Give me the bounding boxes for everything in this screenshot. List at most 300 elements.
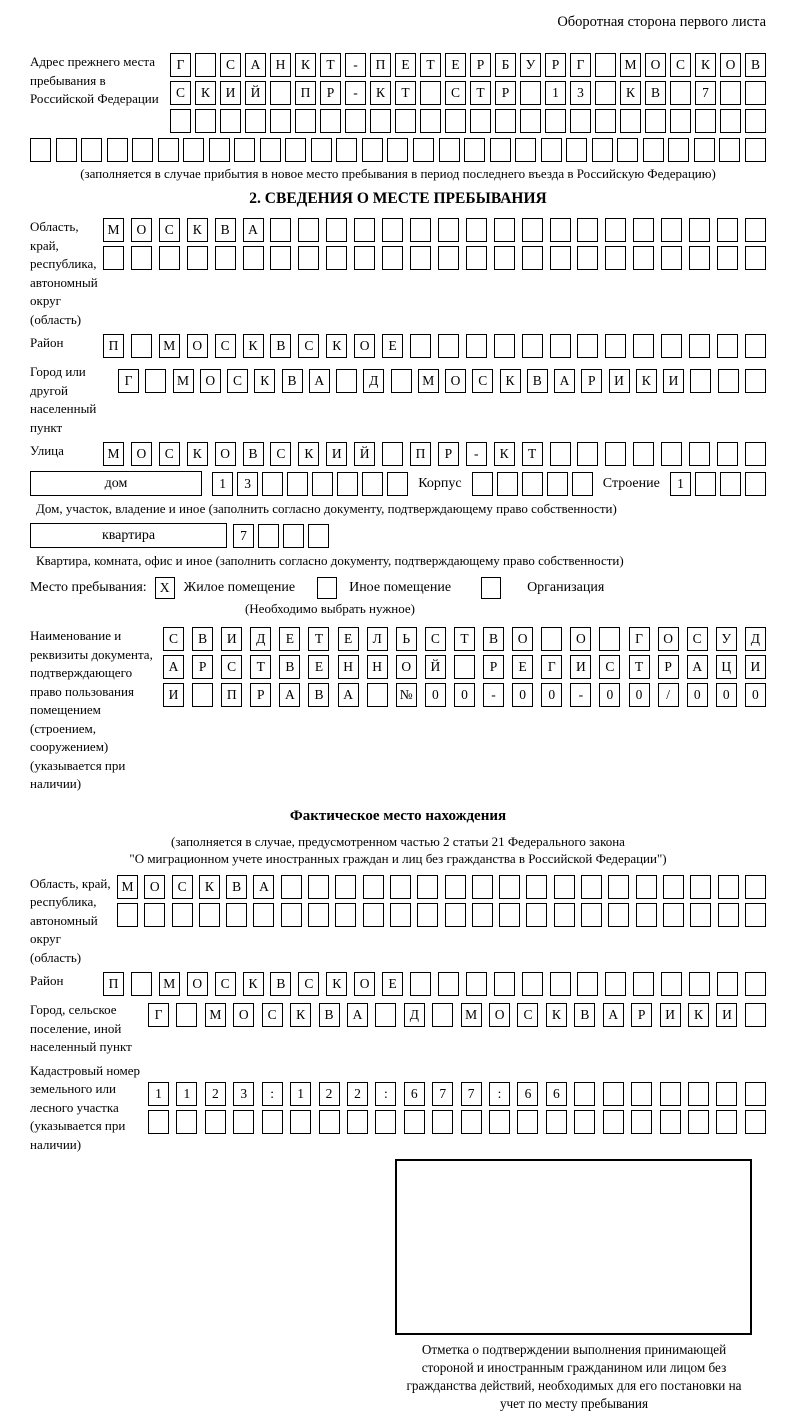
char-cell[interactable] — [633, 972, 654, 996]
char-cell[interactable]: 1 — [545, 81, 566, 105]
char-cell[interactable]: К — [500, 369, 521, 393]
char-cell[interactable] — [489, 1110, 510, 1134]
char-cell[interactable]: Б — [495, 53, 516, 77]
char-cell[interactable] — [695, 109, 716, 133]
char-cell[interactable]: Е — [445, 53, 466, 77]
char-cell[interactable] — [337, 472, 358, 496]
char-cell[interactable]: К — [243, 972, 264, 996]
char-cell[interactable] — [541, 138, 562, 162]
char-cell[interactable] — [410, 218, 431, 242]
char-cell[interactable]: К — [187, 218, 208, 242]
char-cell[interactable]: Й — [354, 442, 375, 466]
char-cell[interactable] — [335, 875, 356, 899]
char-cell[interactable] — [438, 246, 459, 270]
char-cell[interactable]: С — [170, 81, 191, 105]
char-cell[interactable] — [660, 1082, 681, 1106]
char-cell[interactable] — [390, 875, 411, 899]
char-cell[interactable]: В — [282, 369, 303, 393]
char-cell[interactable] — [81, 138, 102, 162]
char-cell[interactable] — [432, 1110, 453, 1134]
char-cell[interactable] — [466, 246, 487, 270]
char-cell[interactable]: П — [295, 81, 316, 105]
char-cell[interactable] — [404, 1110, 425, 1134]
char-cell[interactable]: Т — [470, 81, 491, 105]
char-cell[interactable] — [131, 972, 152, 996]
char-cell[interactable] — [176, 1110, 197, 1134]
char-cell[interactable] — [515, 138, 536, 162]
char-cell[interactable]: 7 — [695, 81, 716, 105]
char-cell[interactable]: Г — [570, 53, 591, 77]
char-cell[interactable]: Е — [279, 627, 300, 651]
char-cell[interactable] — [717, 218, 738, 242]
char-cell[interactable] — [720, 109, 741, 133]
char-cell[interactable]: 6 — [404, 1082, 425, 1106]
char-cell[interactable] — [574, 1082, 595, 1106]
char-cell[interactable] — [472, 903, 493, 927]
char-cell[interactable]: И — [163, 683, 184, 707]
char-cell[interactable]: П — [221, 683, 242, 707]
char-cell[interactable] — [270, 109, 291, 133]
char-cell[interactable] — [354, 246, 375, 270]
char-cell[interactable]: А — [163, 655, 184, 679]
stay-type-checkbox-residential[interactable]: X — [155, 577, 175, 599]
char-cell[interactable] — [375, 1003, 396, 1027]
char-cell[interactable] — [466, 334, 487, 358]
char-cell[interactable] — [605, 218, 626, 242]
char-cell[interactable]: С — [298, 334, 319, 358]
char-cell[interactable] — [633, 246, 654, 270]
char-cell[interactable]: М — [103, 218, 124, 242]
char-cell[interactable]: К — [295, 53, 316, 77]
char-cell[interactable]: П — [410, 442, 431, 466]
char-cell[interactable] — [290, 1110, 311, 1134]
char-cell[interactable] — [608, 903, 629, 927]
char-cell[interactable]: № — [396, 683, 417, 707]
char-cell[interactable] — [270, 246, 291, 270]
char-cell[interactable] — [205, 1110, 226, 1134]
char-cell[interactable] — [745, 875, 766, 899]
char-cell[interactable] — [497, 472, 518, 496]
char-cell[interactable] — [617, 138, 638, 162]
char-cell[interactable] — [720, 81, 741, 105]
char-cell[interactable] — [148, 1110, 169, 1134]
char-cell[interactable]: Р — [192, 655, 213, 679]
char-cell[interactable]: 0 — [629, 683, 650, 707]
char-cell[interactable] — [546, 1110, 567, 1134]
char-cell[interactable]: М — [418, 369, 439, 393]
char-cell[interactable] — [620, 109, 641, 133]
char-cell[interactable]: О — [354, 972, 375, 996]
char-cell[interactable] — [550, 972, 571, 996]
char-cell[interactable]: С — [227, 369, 248, 393]
char-cell[interactable] — [382, 218, 403, 242]
char-cell[interactable]: К — [187, 442, 208, 466]
char-cell[interactable] — [592, 138, 613, 162]
char-cell[interactable] — [577, 442, 598, 466]
char-cell[interactable]: 0 — [512, 683, 533, 707]
char-cell[interactable] — [694, 138, 715, 162]
char-cell[interactable] — [570, 109, 591, 133]
char-cell[interactable]: О — [658, 627, 679, 651]
char-cell[interactable]: И — [716, 1003, 737, 1027]
char-cell[interactable] — [382, 246, 403, 270]
char-cell[interactable] — [522, 246, 543, 270]
char-cell[interactable] — [745, 903, 766, 927]
char-cell[interactable]: И — [326, 442, 347, 466]
char-cell[interactable]: : — [375, 1082, 396, 1106]
char-cell[interactable]: Е — [395, 53, 416, 77]
char-cell[interactable] — [362, 472, 383, 496]
char-cell[interactable]: П — [103, 334, 124, 358]
char-cell[interactable] — [420, 109, 441, 133]
char-cell[interactable]: С — [599, 655, 620, 679]
char-cell[interactable]: К — [546, 1003, 567, 1027]
char-cell[interactable]: Г — [170, 53, 191, 77]
char-cell[interactable] — [234, 138, 255, 162]
char-cell[interactable]: А — [338, 683, 359, 707]
char-cell[interactable]: 0 — [541, 683, 562, 707]
char-cell[interactable] — [192, 683, 213, 707]
char-cell[interactable] — [574, 1110, 595, 1134]
char-cell[interactable] — [308, 524, 329, 548]
char-cell[interactable] — [718, 875, 739, 899]
char-cell[interactable] — [367, 683, 388, 707]
char-cell[interactable] — [695, 472, 716, 496]
char-cell[interactable] — [661, 334, 682, 358]
char-cell[interactable]: К — [620, 81, 641, 105]
char-cell[interactable] — [233, 1110, 254, 1134]
char-cell[interactable]: С — [670, 53, 691, 77]
char-cell[interactable] — [689, 246, 710, 270]
char-cell[interactable]: К — [494, 442, 515, 466]
char-cell[interactable] — [387, 138, 408, 162]
char-cell[interactable] — [603, 1082, 624, 1106]
char-cell[interactable]: А — [347, 1003, 368, 1027]
char-cell[interactable]: - — [483, 683, 504, 707]
char-cell[interactable] — [187, 246, 208, 270]
char-cell[interactable]: 7 — [461, 1082, 482, 1106]
char-cell[interactable]: С — [298, 972, 319, 996]
char-cell[interactable] — [717, 442, 738, 466]
char-cell[interactable]: Д — [250, 627, 271, 651]
char-cell[interactable] — [326, 246, 347, 270]
char-cell[interactable] — [183, 138, 204, 162]
char-cell[interactable] — [413, 138, 434, 162]
char-cell[interactable]: А — [603, 1003, 624, 1027]
char-cell[interactable]: В — [279, 655, 300, 679]
char-cell[interactable]: 1 — [148, 1082, 169, 1106]
char-cell[interactable] — [295, 109, 316, 133]
char-cell[interactable] — [470, 109, 491, 133]
char-cell[interactable]: 3 — [237, 472, 258, 496]
char-cell[interactable]: В — [645, 81, 666, 105]
char-cell[interactable]: К — [326, 334, 347, 358]
char-cell[interactable]: А — [309, 369, 330, 393]
char-cell[interactable]: Д — [745, 627, 766, 651]
char-cell[interactable]: Г — [629, 627, 650, 651]
char-cell[interactable]: Т — [629, 655, 650, 679]
char-cell[interactable]: Т — [454, 627, 475, 651]
char-cell[interactable] — [577, 246, 598, 270]
char-cell[interactable] — [445, 109, 466, 133]
char-cell[interactable] — [745, 369, 766, 393]
char-cell[interactable]: Е — [512, 655, 533, 679]
char-cell[interactable]: И — [660, 1003, 681, 1027]
char-cell[interactable]: С — [262, 1003, 283, 1027]
char-cell[interactable] — [689, 334, 710, 358]
char-cell[interactable] — [689, 442, 710, 466]
char-cell[interactable]: О — [512, 627, 533, 651]
char-cell[interactable]: К — [688, 1003, 709, 1027]
char-cell[interactable]: Р — [658, 655, 679, 679]
char-cell[interactable]: О — [233, 1003, 254, 1027]
char-cell[interactable] — [663, 903, 684, 927]
char-cell[interactable]: Н — [270, 53, 291, 77]
char-cell[interactable]: Р — [470, 53, 491, 77]
char-cell[interactable] — [172, 903, 193, 927]
char-cell[interactable]: О — [187, 972, 208, 996]
char-cell[interactable] — [745, 1003, 766, 1027]
char-cell[interactable] — [326, 218, 347, 242]
char-cell[interactable] — [145, 369, 166, 393]
char-cell[interactable] — [260, 138, 281, 162]
char-cell[interactable] — [345, 109, 366, 133]
char-cell[interactable] — [541, 627, 562, 651]
char-cell[interactable]: И — [745, 655, 766, 679]
char-cell[interactable] — [745, 472, 766, 496]
char-cell[interactable]: А — [279, 683, 300, 707]
char-cell[interactable]: 3 — [233, 1082, 254, 1106]
char-cell[interactable] — [454, 655, 475, 679]
char-cell[interactable]: П — [370, 53, 391, 77]
char-cell[interactable] — [661, 972, 682, 996]
char-cell[interactable]: Н — [338, 655, 359, 679]
char-cell[interactable]: Г — [541, 655, 562, 679]
char-cell[interactable] — [547, 472, 568, 496]
stay-type-checkbox-organization[interactable] — [481, 577, 501, 599]
char-cell[interactable] — [176, 1003, 197, 1027]
char-cell[interactable] — [494, 334, 515, 358]
char-cell[interactable] — [633, 334, 654, 358]
char-cell[interactable]: О — [354, 334, 375, 358]
char-cell[interactable] — [636, 903, 657, 927]
char-cell[interactable]: 6 — [517, 1082, 538, 1106]
char-cell[interactable]: Г — [148, 1003, 169, 1027]
char-cell[interactable]: - — [466, 442, 487, 466]
char-cell[interactable] — [195, 109, 216, 133]
char-cell[interactable]: В — [226, 875, 247, 899]
char-cell[interactable]: О — [445, 369, 466, 393]
char-cell[interactable]: Р — [250, 683, 271, 707]
char-cell[interactable]: К — [254, 369, 275, 393]
char-cell[interactable]: М — [620, 53, 641, 77]
char-cell[interactable] — [336, 138, 357, 162]
char-cell[interactable]: С — [220, 53, 241, 77]
char-cell[interactable]: Р — [581, 369, 602, 393]
char-cell[interactable] — [410, 246, 431, 270]
apartment-box[interactable]: квартира — [30, 523, 227, 548]
char-cell[interactable] — [144, 903, 165, 927]
char-cell[interactable]: М — [205, 1003, 226, 1027]
char-cell[interactable] — [572, 472, 593, 496]
char-cell[interactable] — [395, 109, 416, 133]
char-cell[interactable] — [494, 246, 515, 270]
char-cell[interactable] — [226, 903, 247, 927]
char-cell[interactable] — [131, 334, 152, 358]
char-cell[interactable]: В — [192, 627, 213, 651]
char-cell[interactable]: К — [199, 875, 220, 899]
char-cell[interactable] — [545, 109, 566, 133]
char-cell[interactable] — [633, 442, 654, 466]
char-cell[interactable] — [490, 138, 511, 162]
char-cell[interactable] — [285, 138, 306, 162]
char-cell[interactable] — [690, 903, 711, 927]
char-cell[interactable] — [420, 81, 441, 105]
char-cell[interactable]: Л — [367, 627, 388, 651]
char-cell[interactable] — [550, 246, 571, 270]
char-cell[interactable] — [745, 1110, 766, 1134]
char-cell[interactable]: И — [663, 369, 684, 393]
char-cell[interactable]: М — [159, 972, 180, 996]
char-cell[interactable]: Т — [522, 442, 543, 466]
char-cell[interactable] — [668, 138, 689, 162]
char-cell[interactable]: К — [290, 1003, 311, 1027]
char-cell[interactable] — [287, 472, 308, 496]
char-cell[interactable] — [158, 138, 179, 162]
char-cell[interactable] — [438, 218, 459, 242]
char-cell[interactable] — [335, 903, 356, 927]
char-cell[interactable] — [581, 875, 602, 899]
char-cell[interactable]: И — [221, 627, 242, 651]
char-cell[interactable] — [522, 218, 543, 242]
char-cell[interactable]: О — [570, 627, 591, 651]
char-cell[interactable]: В — [270, 334, 291, 358]
char-cell[interactable]: С — [472, 369, 493, 393]
char-cell[interactable] — [243, 246, 264, 270]
char-cell[interactable] — [633, 218, 654, 242]
char-cell[interactable] — [262, 472, 283, 496]
char-cell[interactable] — [631, 1110, 652, 1134]
char-cell[interactable] — [362, 138, 383, 162]
char-cell[interactable] — [595, 53, 616, 77]
char-cell[interactable]: И — [609, 369, 630, 393]
char-cell[interactable] — [253, 903, 274, 927]
char-cell[interactable] — [215, 246, 236, 270]
char-cell[interactable]: С — [221, 655, 242, 679]
char-cell[interactable]: В — [215, 218, 236, 242]
char-cell[interactable] — [461, 1110, 482, 1134]
char-cell[interactable] — [258, 524, 279, 548]
char-cell[interactable]: Т — [320, 53, 341, 77]
char-cell[interactable] — [670, 81, 691, 105]
char-cell[interactable] — [472, 472, 493, 496]
char-cell[interactable] — [745, 442, 766, 466]
char-cell[interactable] — [661, 246, 682, 270]
char-cell[interactable]: 1 — [290, 1082, 311, 1106]
char-cell[interactable]: А — [243, 218, 264, 242]
char-cell[interactable] — [661, 218, 682, 242]
char-cell[interactable]: Е — [338, 627, 359, 651]
char-cell[interactable]: О — [215, 442, 236, 466]
char-cell[interactable]: М — [117, 875, 138, 899]
char-cell[interactable] — [363, 875, 384, 899]
char-cell[interactable]: / — [658, 683, 679, 707]
char-cell[interactable] — [30, 138, 51, 162]
char-cell[interactable]: В — [574, 1003, 595, 1027]
char-cell[interactable]: - — [345, 53, 366, 77]
char-cell[interactable]: 0 — [745, 683, 766, 707]
char-cell[interactable] — [660, 1110, 681, 1134]
char-cell[interactable] — [319, 1110, 340, 1134]
char-cell[interactable] — [717, 972, 738, 996]
char-cell[interactable] — [595, 109, 616, 133]
char-cell[interactable]: 1 — [176, 1082, 197, 1106]
char-cell[interactable] — [312, 472, 333, 496]
char-cell[interactable] — [354, 218, 375, 242]
char-cell[interactable] — [745, 334, 766, 358]
char-cell[interactable] — [195, 53, 216, 77]
char-cell[interactable] — [308, 875, 329, 899]
char-cell[interactable]: Р — [545, 53, 566, 77]
char-cell[interactable]: : — [262, 1082, 283, 1106]
char-cell[interactable]: К — [326, 972, 347, 996]
char-cell[interactable]: 1 — [212, 472, 233, 496]
char-cell[interactable]: Р — [438, 442, 459, 466]
char-cell[interactable]: Г — [118, 369, 139, 393]
char-cell[interactable] — [370, 109, 391, 133]
char-cell[interactable] — [281, 903, 302, 927]
char-cell[interactable]: С — [159, 442, 180, 466]
char-cell[interactable] — [262, 1110, 283, 1134]
char-cell[interactable]: Н — [367, 655, 388, 679]
char-cell[interactable] — [745, 1082, 766, 1106]
char-cell[interactable] — [577, 972, 598, 996]
char-cell[interactable] — [718, 369, 739, 393]
char-cell[interactable]: О — [489, 1003, 510, 1027]
char-cell[interactable] — [577, 218, 598, 242]
char-cell[interactable] — [270, 81, 291, 105]
char-cell[interactable]: Р — [495, 81, 516, 105]
char-cell[interactable] — [375, 1110, 396, 1134]
char-cell[interactable] — [438, 334, 459, 358]
char-cell[interactable]: С — [215, 972, 236, 996]
char-cell[interactable]: О — [396, 655, 417, 679]
char-cell[interactable]: В — [243, 442, 264, 466]
char-cell[interactable]: К — [243, 334, 264, 358]
char-cell[interactable]: 6 — [546, 1082, 567, 1106]
char-cell[interactable]: А — [687, 655, 708, 679]
char-cell[interactable]: О — [144, 875, 165, 899]
char-cell[interactable] — [320, 109, 341, 133]
char-cell[interactable] — [689, 972, 710, 996]
char-cell[interactable] — [717, 334, 738, 358]
char-cell[interactable] — [745, 218, 766, 242]
char-cell[interactable]: А — [245, 53, 266, 77]
char-cell[interactable]: К — [370, 81, 391, 105]
char-cell[interactable] — [494, 972, 515, 996]
char-cell[interactable]: С — [159, 218, 180, 242]
char-cell[interactable]: 2 — [319, 1082, 340, 1106]
char-cell[interactable]: М — [159, 334, 180, 358]
char-cell[interactable] — [718, 903, 739, 927]
char-cell[interactable] — [466, 218, 487, 242]
char-cell[interactable]: : — [489, 1082, 510, 1106]
char-cell[interactable]: Д — [363, 369, 384, 393]
char-cell[interactable]: В — [319, 1003, 340, 1027]
char-cell[interactable] — [170, 109, 191, 133]
char-cell[interactable] — [526, 875, 547, 899]
char-cell[interactable] — [494, 218, 515, 242]
